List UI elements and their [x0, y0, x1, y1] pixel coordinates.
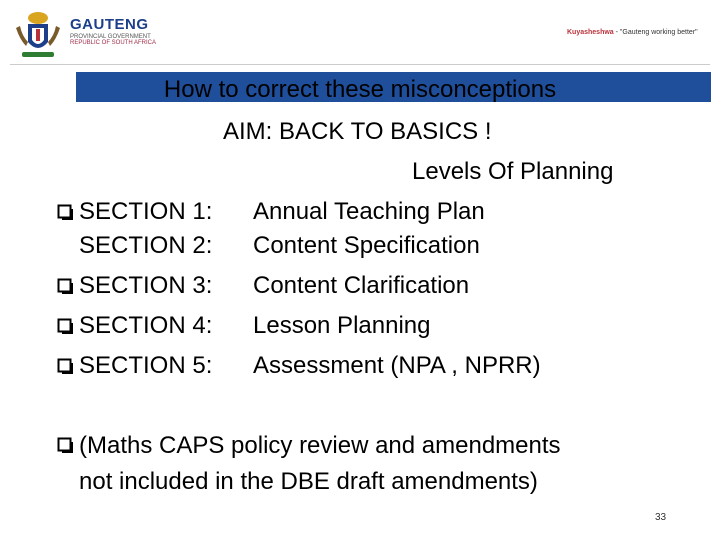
- slogan-bold: Kuyasheshwa: [567, 29, 614, 36]
- checkbox-bullet-icon: [57, 204, 73, 220]
- checkbox-bullet-icon: [57, 437, 73, 453]
- slogan-rest: - "Gauteng working better": [613, 29, 698, 36]
- section-description: Annual Teaching Plan: [253, 198, 485, 225]
- section-label: SECTION 1:: [79, 198, 213, 225]
- section-description: Assessment (NPA , NPRR): [253, 352, 541, 379]
- page-number: 33: [655, 512, 667, 523]
- section-description: Content Clarification: [253, 272, 470, 299]
- section-description: Content Specification: [253, 232, 480, 259]
- checkbox-bullet-icon: [57, 278, 73, 294]
- gauteng-logo: [10, 10, 160, 60]
- brand-country: REPUBLIC OF SOUTH AFRICA: [70, 40, 157, 46]
- aim-text: AIM: BACK TO BASICS !: [223, 118, 492, 145]
- section-description: Lesson Planning: [253, 312, 431, 339]
- brand-subtitle: PROVINCIAL GOVERNMENT: [70, 34, 151, 40]
- section-label: SECTION 4:: [79, 312, 213, 339]
- coat-of-arms-icon: [10, 10, 66, 60]
- section-label: SECTION 3:: [79, 272, 213, 299]
- slide-title: How to correct these misconceptions: [163, 76, 557, 103]
- note-line-1: (Maths CAPS policy review and amendments: [79, 432, 561, 459]
- checkbox-bullet-icon: [57, 358, 73, 374]
- levels-heading: Levels Of Planning: [412, 158, 614, 185]
- header-divider: [10, 64, 710, 65]
- brand-name: GAUTENG: [70, 16, 149, 33]
- slogan: [567, 29, 698, 36]
- checkbox-bullet-icon: [57, 318, 73, 334]
- note-line-2: not included in the DBE draft amendments): [79, 468, 538, 495]
- section-label: SECTION 5:: [79, 352, 213, 379]
- section-label: SECTION 2:: [79, 232, 213, 259]
